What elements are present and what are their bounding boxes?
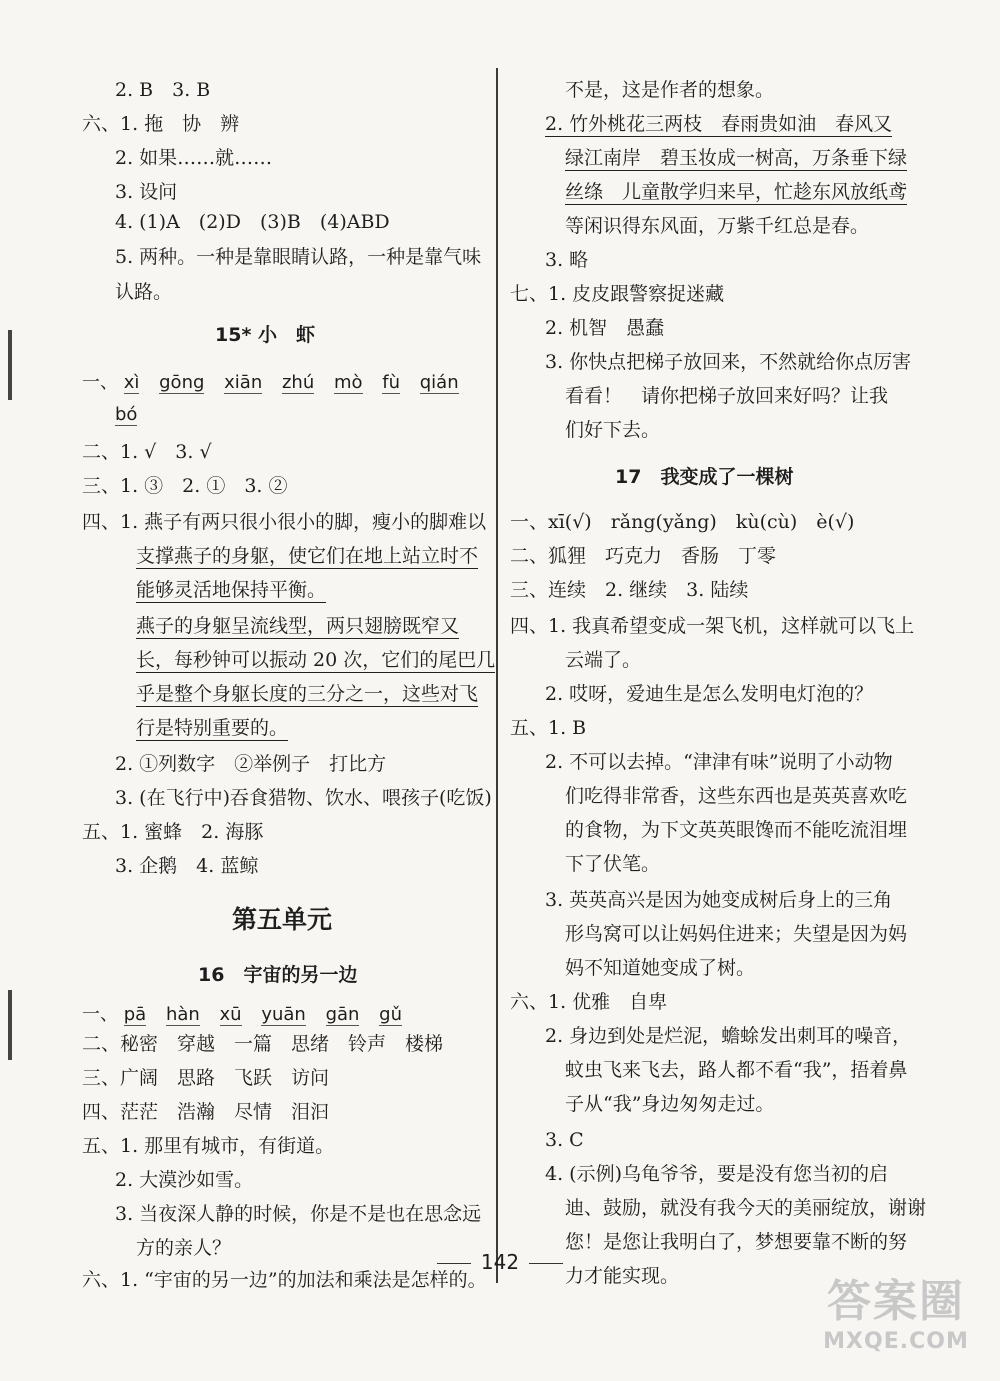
pinyin-prefix: 一、: [82, 372, 118, 393]
answer-line: 行是特别重要的。: [136, 717, 289, 739]
answer-line: 2. 竹外桃花三两枝 春雨贵如油 春风又: [545, 113, 893, 135]
answer-line: 们吃得非常香，这些东西也是英英喜欢吃: [565, 785, 908, 807]
answer-line: 长，每秒钟可以振动 20 次，它们的尾巴几: [136, 649, 496, 671]
answer-line: 迪、鼓励，就没有我今天的美丽绽放，谢谢: [565, 1197, 927, 1219]
pinyin-item: qián: [419, 372, 459, 393]
answer-line: 2. 身边到处是烂泥，蟾蜍发出刺耳的噪音，: [545, 1025, 912, 1047]
answer-line: 2. ①列数字 ②举例子 打比方: [115, 753, 387, 775]
pinyin-item: xū: [219, 1004, 242, 1025]
answer-line: 不是，这是作者的想象。: [565, 79, 775, 101]
answer-line: 二、狐狸 巧克力 香肠 丁零: [510, 545, 777, 567]
pinyin-row: [82, 1000, 416, 1026]
answer-line: 四、1. 燕子有两只很小很小的脚，瘦小的脚难以: [82, 511, 487, 533]
answer-line: 六、1. 拖 协 辨: [82, 113, 240, 135]
answer-line: 3. 你快点把梯子放回来，不然就给你点厉害: [545, 351, 912, 373]
answer-line: 三、1. ③ 2. ① 3. ②: [82, 475, 288, 497]
lesson-title: 15* 小 虾: [215, 324, 315, 346]
answer-line: 下了伏笔。: [565, 853, 661, 875]
answer-line: 3. C: [545, 1129, 584, 1151]
unit-title: 第五单元: [232, 905, 333, 934]
pinyin-row: [82, 368, 473, 394]
pinyin-item: bó: [115, 404, 138, 425]
answer-line: 能够灵活地保持平衡。: [136, 579, 327, 601]
answer-line: 2. 如果……就……: [115, 147, 273, 169]
answer-line: 乎是整个身躯长度的三分之一，这些对飞: [136, 683, 479, 705]
pinyin-item: zhú: [281, 372, 315, 393]
answer-line: 3. 略: [545, 249, 589, 271]
pinyin-item: xì: [123, 372, 140, 393]
answer-line: 六、1. “宇宙的另一边”的加法和乘法是怎样的。: [82, 1269, 487, 1291]
pinyin-item: yuān: [261, 1004, 306, 1025]
pinyin-item: pā: [123, 1004, 147, 1025]
answer-line: 的食物，为下文英英眼馋而不能吃流泪埋: [565, 819, 908, 841]
answer-line: 看看！ 请你把梯子放回来好吗？让我: [565, 385, 889, 407]
pinyin-prefix: 一、: [82, 1004, 118, 1025]
pinyin-item: mò: [333, 372, 363, 393]
answer-line: 燕子的身躯呈流线型，两只翅膀既窄又: [136, 615, 460, 637]
answer-line: 力才能实现。: [565, 1265, 680, 1287]
pinyin-item: gān: [325, 1004, 360, 1025]
pinyin-row: 一、xī(√) rǎng(yǎng) kù(cù) è(√): [510, 511, 855, 533]
pinyin-item: fù: [382, 372, 400, 393]
pinyin-item: hàn: [165, 1004, 200, 1025]
answer-line: 四、茫茫 浩瀚 尽情 泪汩: [82, 1101, 330, 1123]
answer-line: 丝绦 儿童散学归来早，忙趁东风放纸鸢: [565, 181, 908, 203]
watermark-logo: 答案圈 MXQE.COM: [823, 1276, 969, 1354]
answer-line: 二、秘密 穿越 一篇 思绪 铃声 楼梯: [82, 1033, 444, 1055]
pinyin-item: xiān: [224, 372, 263, 393]
pinyin-item: gōng: [159, 372, 205, 393]
answer-line: 绿江南岸 碧玉妆成一树高，万条垂下绿: [565, 147, 908, 169]
answer-line: 方的亲人？: [136, 1237, 232, 1259]
answer-line: 五、1. 那里有城市，有街道。: [82, 1135, 335, 1157]
answer-line: 2. 大漠沙如雪。: [115, 1169, 254, 1191]
answer-line: 三、广阔 思路 飞跃 访问: [82, 1067, 330, 1089]
answer-line: 3. 企鹅 4. 蓝鲸: [115, 855, 259, 877]
scan-mark: [8, 990, 12, 1060]
answer-line: 支撑燕子的身躯，使它们在地上站立时不: [136, 545, 479, 567]
answer-line: 七、1. 皮皮跟警察捉迷藏: [510, 283, 725, 305]
answer-line: 五、1. 蜜蜂 2. 海豚: [82, 821, 264, 843]
answer-line: 5. 两种。一种是靠眼睛认路，一种是靠气味: [115, 246, 482, 268]
answer-line: 蚊虫飞来飞去，路人都不看“我”，捂着鼻: [565, 1059, 908, 1081]
answer-line: 3. 英英高兴是因为她变成树后身上的三角: [545, 889, 893, 911]
answer-line: 2. 不可以去掉。“津津有味”说明了小动物: [545, 751, 893, 773]
column-divider: [496, 68, 498, 1283]
answer-line: 形鸟窝可以让妈妈住进来；失望是因为妈: [565, 923, 908, 945]
answer-line: 等闲识得东风面，万紫千红总是春。: [565, 215, 870, 237]
dash-right: [529, 1263, 563, 1264]
answer-line: 六、1. 优雅 自卑: [510, 991, 668, 1013]
lesson-title: 17 我变成了一棵树: [615, 466, 794, 488]
lesson-title: 16 宇宙的另一边: [198, 964, 358, 986]
pinyin-item: gǔ: [379, 1004, 403, 1025]
answer-line: 4. (示例)乌龟爷爷，要是没有您当初的启: [545, 1163, 888, 1185]
page-number: 142: [0, 1250, 1000, 1274]
answer-line: 们好下去。: [565, 419, 661, 441]
answer-line: 您！是您让我明白了，梦想要靠不断的努: [565, 1231, 908, 1253]
answer-line: 4. (1)A (2)D (3)B (4)ABD: [115, 211, 390, 233]
answer-line: 二、1. √ 3. √: [82, 441, 212, 463]
answer-line: 2. B 3. B: [115, 79, 211, 101]
answer-line: 四、1. 我真希望变成一架飞机，这样就可以飞上: [510, 615, 915, 637]
answer-line: 2. 哎呀，爱迪生是怎么发明电灯泡的？: [545, 683, 874, 705]
dash-left: [437, 1263, 471, 1264]
answer-line: 2. 机智 愚蠢: [545, 317, 665, 339]
answer-line: 云端了。: [565, 649, 642, 671]
answer-line: 3. 当夜深人静的时候，你是不是也在思念远: [115, 1203, 482, 1225]
answer-line: 三、连续 2. 继续 3. 陆续: [510, 579, 749, 601]
answer-line: 妈不知道她变成了树。: [565, 957, 756, 979]
answer-line: 3. 设问: [115, 181, 178, 203]
pinyin-row: [115, 404, 151, 425]
answer-line: 五、1. B: [510, 717, 587, 739]
answer-line: 认路。: [115, 281, 173, 303]
scan-mark: [8, 330, 12, 400]
answer-line: 子从“我”身边匆匆走过。: [565, 1093, 775, 1115]
answer-line: 3. (在飞行中)吞食猎物、饮水、喂孩子(吃饭): [115, 787, 492, 809]
